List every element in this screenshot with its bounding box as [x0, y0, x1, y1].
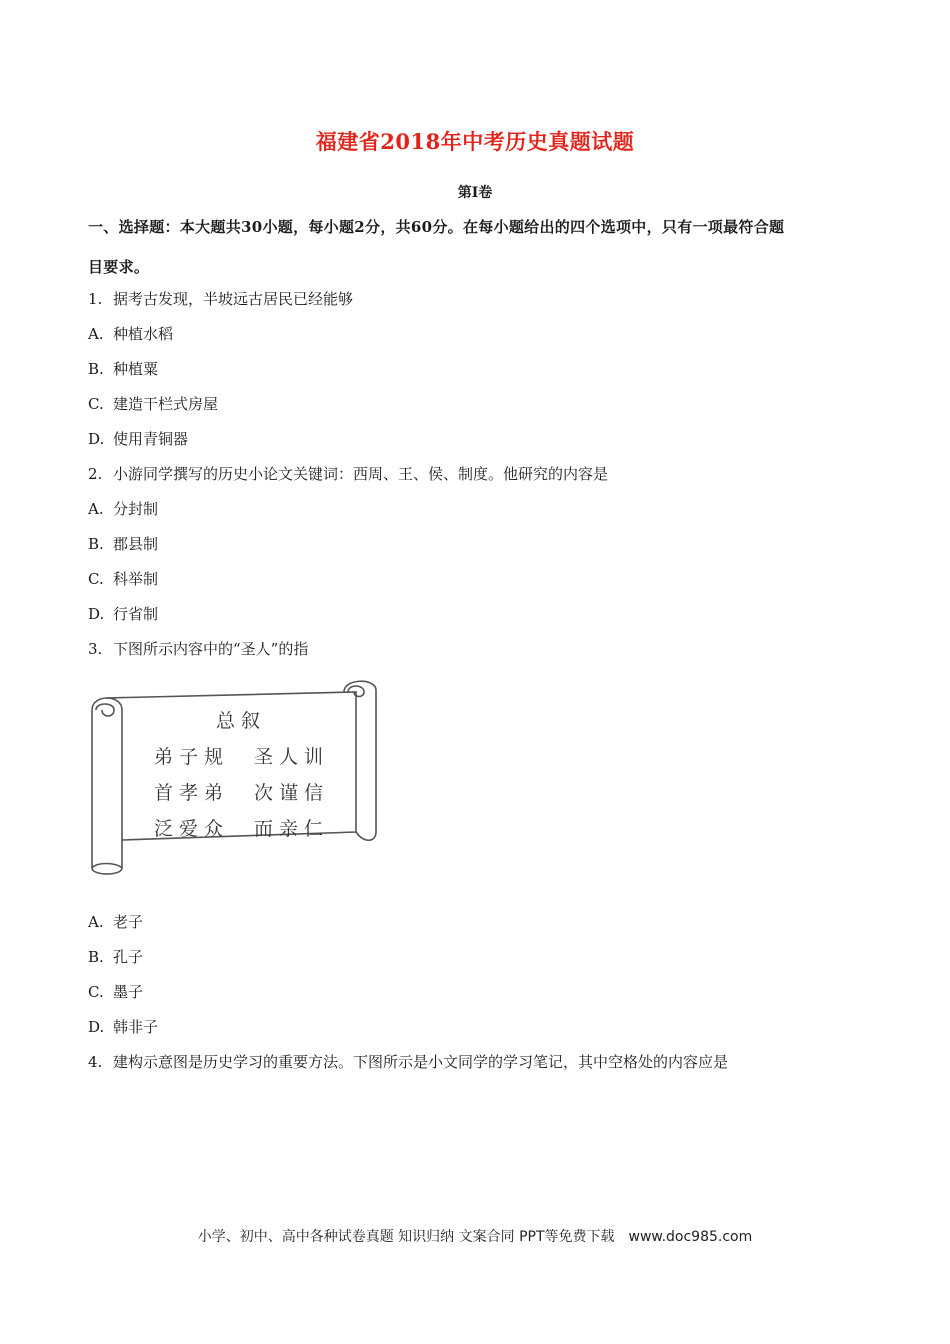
option-text: 韩非子: [113, 1018, 159, 1036]
q2-option-d: [88, 603, 158, 624]
question-number: 2.: [88, 465, 103, 483]
option-letter: D.: [88, 605, 105, 623]
question-4: [88, 1051, 728, 1072]
volume-label: 第I卷: [457, 185, 493, 201]
question-number: 3.: [88, 640, 103, 658]
option-letter: A.: [88, 325, 104, 343]
scroll-heading: 总叙: [216, 710, 267, 732]
option-text: 使用青铜器: [113, 430, 189, 448]
option-letter: D.: [88, 1018, 105, 1036]
option-text: 行省制: [113, 605, 159, 623]
scroll-illustration: [86, 672, 382, 876]
question-number: 4.: [88, 1053, 103, 1071]
option-letter: B.: [88, 535, 104, 553]
section-instruction-line2: 目要求。: [88, 258, 150, 276]
option-letter: A.: [88, 500, 104, 518]
option-letter: A.: [88, 913, 104, 931]
q3-option-d: [88, 1016, 158, 1037]
scroll-verse-line: 首孝弟 次谨信: [154, 782, 330, 804]
question-2: [88, 463, 608, 484]
scroll-outline-graphic: [86, 672, 382, 876]
option-text: 建造干栏式房屋: [113, 395, 219, 413]
q1-option-d: [88, 428, 188, 449]
question-1: [88, 288, 353, 309]
option-text: 种植粟: [113, 360, 159, 378]
q3-option-a: [88, 911, 143, 932]
scroll-verse-line: 弟子规 圣人训: [154, 746, 330, 768]
q1-option-a: [88, 323, 173, 344]
option-letter: C.: [88, 983, 104, 1001]
question-number: 1.: [88, 290, 103, 308]
option-letter: B.: [88, 948, 104, 966]
question-text: 建构示意图是历史学习的重要方法。下图所示是小文同学的学习笔记，其中空格处的内容应是: [113, 1053, 729, 1071]
question-text: 据考古发现，半坡远古居民已经能够: [113, 290, 354, 308]
option-text: 墨子: [113, 983, 144, 1001]
option-text: 分封制: [113, 500, 159, 518]
option-letter: B.: [88, 360, 104, 378]
question-text: 下图所示内容中的“圣人”的指: [113, 640, 309, 658]
section-instruction-line1: 一、选择题：本大题共30小题，每小题2分，共60分。在每小题给出的四个选项中，只有一项最符合题: [88, 218, 785, 236]
question-text: 小游同学撰写的历史小论文关键词：西周、王、侯、制度。他研究的内容是: [113, 465, 609, 483]
q1-option-b: [88, 358, 158, 379]
option-letter: C.: [88, 395, 104, 413]
option-letter: D.: [88, 430, 105, 448]
option-text: 种植水稻: [113, 325, 174, 343]
q3-option-b: [88, 946, 143, 967]
q2-option-b: [88, 533, 158, 554]
q2-option-c: [88, 568, 158, 589]
scroll-verse-line: 泛爱众 而亲仁: [154, 818, 330, 840]
q2-option-a: [88, 498, 158, 519]
option-text: 老子: [113, 913, 144, 931]
option-text: 郡县制: [113, 535, 159, 553]
option-text: 孔子: [113, 948, 144, 966]
option-text: 科举制: [113, 570, 159, 588]
q1-option-c: [88, 393, 218, 414]
question-3: [88, 638, 308, 659]
q3-option-c: [88, 981, 143, 1002]
footer-advert: 小学、初中、高中各种试卷真题 知识归纳 文案合同 PPT等免费下载 www.doc985.com: [197, 1229, 753, 1245]
option-letter: C.: [88, 570, 104, 588]
document-title: 福建省2018年中考历史真题试题: [315, 129, 635, 154]
